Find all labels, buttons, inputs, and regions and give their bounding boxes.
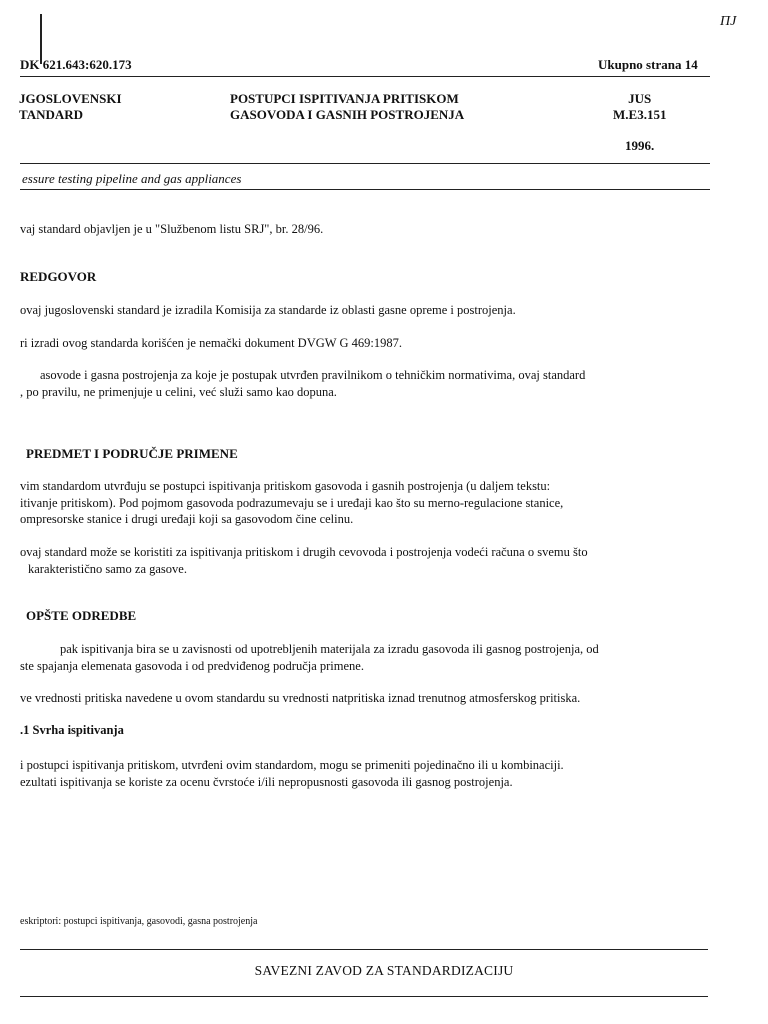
section2-heading: OPŠTE ODREDBE (26, 608, 137, 623)
total-pages: Ukupno strana 14 (598, 57, 698, 72)
foreword-paragraph-3 (20, 367, 585, 400)
institution-name: SAVEZNI ZAVOD ZA STANDARDIZACIJU (254, 963, 514, 978)
section1-heading: PREDMET I PODRUČJE PRIMENE (26, 446, 238, 461)
section1-paragraph-1 (20, 478, 563, 528)
foreword-p3-line2: , po pravilu, ne primenjuje u celini, već služi samo kao dopuna. (20, 384, 337, 399)
header-rule-top (20, 76, 710, 77)
section1-p1-line2: itivanje pritiskom). Pod pojmom gasovoda podrazumevaju se i uređaji kao što su merno-regulacione stanice, (20, 495, 564, 510)
jus-line2: M.E3.151 (613, 107, 667, 122)
document-title (230, 91, 464, 123)
english-title: essure testing pipeline and gas appliances (22, 171, 242, 186)
standard-name (19, 91, 122, 123)
header-rule-bottom (20, 189, 710, 190)
footer-rule-top (20, 949, 708, 950)
jus-line1: JUS (628, 91, 652, 106)
title-line2: GASOVODA I GASNIH POSTROJENJA (230, 107, 465, 122)
section1-p2-line2: karakteristično samo za gasove. (28, 561, 187, 576)
foreword-heading: REDGOVOR (20, 269, 97, 284)
section1-p2-line1: ovaj standard može se koristiti za ispitivanja pritiskom i drugih cevovoda i postrojenja vodeći računa o svemu što (20, 545, 588, 559)
subsection-p1-line2: ezultati ispitivanja se koriste za ocenu čvrstoće i/ili nepropusnosti gasovoda ili gasnog postrojenja. (20, 774, 513, 789)
jus-code (613, 91, 666, 123)
title-line1: POSTUPCI ISPITIVANJA PRITISKOM (230, 91, 459, 106)
standard-name-line1: JGOSLOVENSKI (19, 91, 122, 106)
intro-paragraph: vaj standard objavljen je u "Službenom listu SRJ", br. 28/96. (20, 222, 324, 236)
foreword-paragraph-1: ovaj jugoslovenski standard je izradila Komisija za standarde iz oblasti gasne opreme i postrojenja. (20, 303, 516, 317)
section1-p1-line1: vim standardom utvrđuju se postupci ispitivanja pritiskom gasovoda i gasnih postrojenja (u daljem tekstu: (20, 479, 551, 493)
publication-year: 1996. (625, 138, 655, 153)
section2-paragraph-2: ve vrednosti pritiska navedene u ovom standardu su vrednosti natpritiska iznad trenutnog atmosferskog pritiska. (20, 691, 581, 705)
foreword-p3-line1: asovode i gasna postrojenja za koje je postupak utvrđen pravilnikom o tehničkim normativima, ovaj standard (40, 368, 586, 382)
subsection-heading: .1 Svrha ispitivanja (20, 723, 124, 737)
corner-handwritten-mark: ПЈ (720, 14, 737, 29)
section2-paragraph-1 (20, 641, 599, 674)
foreword-paragraph-2: ri izradi ovog standarda korišćen je nemački dokument DVGW G 469:1987. (20, 336, 402, 350)
subsection-paragraph-1 (20, 757, 564, 790)
section1-p1-line3: ompresorske stanice i drugi uređaji koji sa gasovodom čine celinu. (20, 512, 354, 526)
footer-rule-bottom (20, 996, 708, 997)
section1-paragraph-2 (20, 544, 588, 577)
header-rule-middle (20, 163, 710, 164)
section2-p1-line2: ste spajanja elemenata gasovoda i od predviđenog područja primene. (20, 658, 364, 673)
subsection-p1-line1: i postupci ispitivanja pritiskom, utvrđeni ovim standardom, mogu se primeniti pojedinačno ili u kombinaciji. (20, 758, 564, 772)
udk-code: DK 621.643:620.173 (20, 57, 132, 72)
section2-p1-line1: pak ispitivanja bira se u zavisnosti od upotrebljenih materijala za izradu gasovoda ili gasnog postrojenja, od (60, 642, 599, 656)
standard-name-line2: TANDARD (19, 107, 84, 122)
descriptors: eskriptori: postupci ispitivanja, gasovodi, gasna postrojenja (20, 916, 258, 927)
